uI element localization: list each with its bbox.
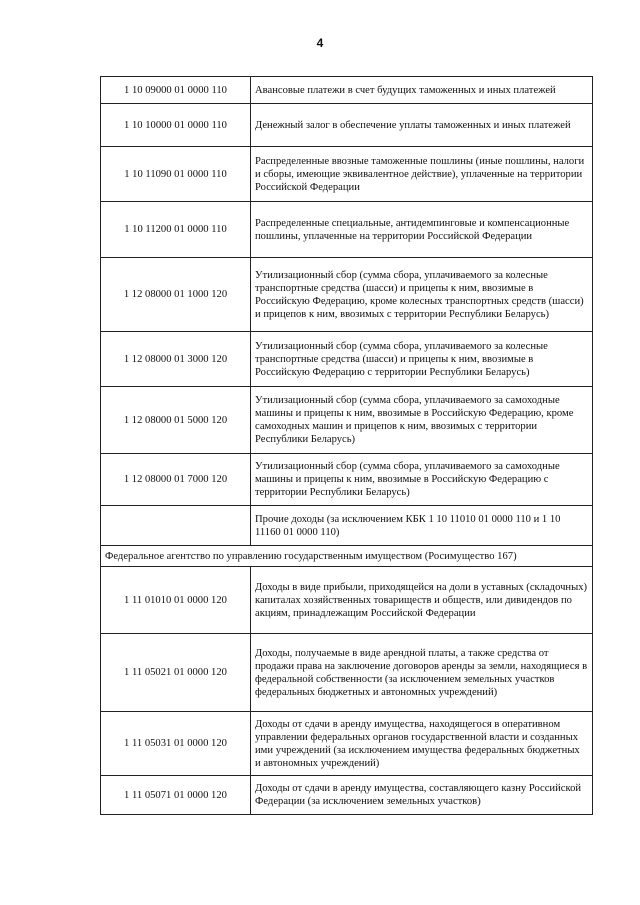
budget-code-cell: 1 11 05071 01 0000 120 bbox=[101, 776, 251, 815]
table-row bbox=[101, 258, 593, 332]
income-description-cell: Доходы, получаемые в виде арендной платы, а также средства от продажи права на заключение договоров аренды за земли, находящиеся в федеральной собственности (за исключением земельных участков федеральных бюджетных и автономных учреждений) bbox=[251, 634, 593, 712]
income-description-cell: Доходы от сдачи в аренду имущества, составляющего казну Российской Федерации (за исключением земельных участков) bbox=[251, 776, 593, 815]
income-description-cell: Распределенные ввозные таможенные пошлины (иные пошлины, налоги и сборы, имеющие эквивалентное действие), уплаченные на территории Российской Федерации bbox=[251, 147, 593, 202]
income-description-cell: Доходы от сдачи в аренду имущества, находящегося в оперативном управлении федеральных органов государственной власти и созданных ими учреждений (за исключением имущества федеральных бюджетных и автономных учреждений) bbox=[251, 712, 593, 776]
agency-section-header: Федеральное агентство по управлению государственным имуществом (Росимущество 167) bbox=[101, 546, 593, 567]
budget-code-cell: 1 11 01010 01 0000 120 bbox=[101, 567, 251, 634]
table-row bbox=[101, 77, 593, 104]
section-header-row bbox=[101, 546, 593, 567]
table-row bbox=[101, 202, 593, 258]
income-description-cell: Утилизационный сбор (сумма сбора, уплачиваемого за самоходные машины и прицепы к ним, ввозимые в Российскую Федерацию, кроме самоходных машин и прицепов к ним, ввозимых с территории Республики Беларусь) bbox=[251, 387, 593, 454]
table-row bbox=[101, 147, 593, 202]
budget-code-cell: 1 12 08000 01 1000 120 bbox=[101, 258, 251, 332]
table-row bbox=[101, 387, 593, 454]
income-description-cell: Утилизационный сбор (сумма сбора, уплачиваемого за колесные транспортные средства (шасси) и прицепы к ним, ввозимые в Российскую Федерацию с территории Республики Беларусь) bbox=[251, 332, 593, 387]
income-description-cell: Распределенные специальные, антидемпинговые и компенсационные пошлины, уплаченные на территории Российской Федерации bbox=[251, 202, 593, 258]
income-description-cell: Денежный залог в обеспечение уплаты таможенных и иных платежей bbox=[251, 104, 593, 147]
table-row bbox=[101, 104, 593, 147]
table-row bbox=[101, 454, 593, 506]
page-number: 4 bbox=[316, 36, 324, 50]
table-row bbox=[101, 506, 593, 546]
income-description-cell: Доходы в виде прибыли, приходящейся на доли в уставных (складочных) капиталах хозяйственных товариществ и обществ, или дивидендов по акциям, принадлежащим Российской Федерации bbox=[251, 567, 593, 634]
table-row bbox=[101, 332, 593, 387]
income-description-cell: Утилизационный сбор (сумма сбора, уплачиваемого за колесные транспортные средства (шасси) и прицепы к ним, ввозимые в Российскую Федерацию, кроме колесных транспортных средств (шасси) и прицепов к ним, ввозимых с территории Республики Беларусь) bbox=[251, 258, 593, 332]
income-description-cell: Прочие доходы (за исключением КБК 1 10 11010 01 0000 110 и 1 10 11160 01 0000 110) bbox=[251, 506, 593, 546]
budget-code-cell bbox=[101, 506, 251, 546]
budget-code-cell: 1 10 09000 01 0000 110 bbox=[101, 77, 251, 104]
budget-code-cell: 1 11 05021 01 0000 120 bbox=[101, 634, 251, 712]
budget-code-cell: 1 10 11090 01 0000 110 bbox=[101, 147, 251, 202]
income-description-cell: Авансовые платежи в счет будущих таможенных и иных платежей bbox=[251, 77, 593, 104]
budget-code-cell: 1 10 11200 01 0000 110 bbox=[101, 202, 251, 258]
table-row bbox=[101, 776, 593, 815]
table-row bbox=[101, 712, 593, 776]
budget-code-cell: 1 12 08000 01 7000 120 bbox=[101, 454, 251, 506]
budget-code-cell: 1 12 08000 01 3000 120 bbox=[101, 332, 251, 387]
table-row bbox=[101, 634, 593, 712]
budget-code-cell: 1 12 08000 01 5000 120 bbox=[101, 387, 251, 454]
budget-codes-table bbox=[100, 76, 593, 815]
budget-code-cell: 1 10 10000 01 0000 110 bbox=[101, 104, 251, 147]
income-description-cell: Утилизационный сбор (сумма сбора, уплачиваемого за самоходные машины и прицепы к ним, ввозимые в Российскую Федерацию с территории Республики Беларусь) bbox=[251, 454, 593, 506]
budget-code-cell: 1 11 05031 01 0000 120 bbox=[101, 712, 251, 776]
table-row bbox=[101, 567, 593, 634]
